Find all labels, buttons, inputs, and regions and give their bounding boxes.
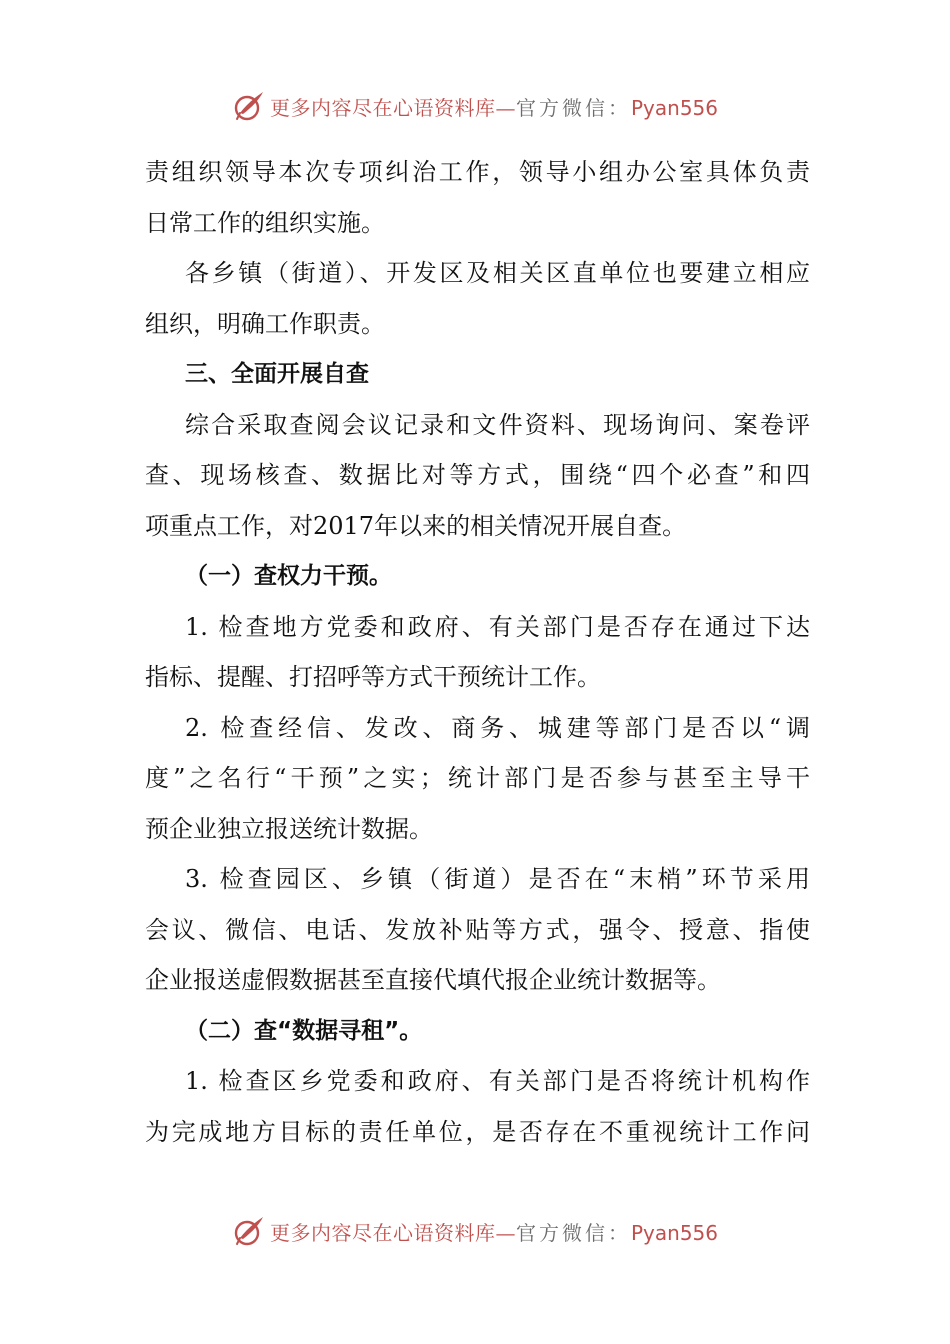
watermark-brand: 更多内容尽在心语资料库 — [269, 95, 496, 120]
document-body — [145, 147, 810, 1157]
paragraph-line: 项重点工作，对2017年以来的相关情况开展自查。 — [145, 511, 687, 540]
section-heading: 三、全面开展自查 — [185, 361, 369, 387]
watermark-id: Pyan556 — [630, 1220, 718, 1245]
paragraph-line: 为完成地方目标的责任单位，是否存在不重视统计工作问 — [145, 1117, 810, 1146]
paragraph-line: 组织，明确工作职责。 — [145, 309, 385, 338]
paragraph-line: 企业报送虚假数据甚至直接代填代报企业统计数据等。 — [145, 966, 721, 994]
watermark-brand: 更多内容尽在心语资料库 — [269, 1220, 496, 1245]
paragraph-line: 2. 检查经信、发改、商务、城建等部门是否以“调 — [185, 713, 810, 742]
paragraph-line: 查、现场核查、数据比对等方式，围绕“四个必查”和四 — [145, 461, 810, 489]
watermark-official: 官方微信： — [515, 95, 631, 120]
watermark-dash: — — [495, 1220, 516, 1245]
paragraph-line: 度”之名行“干预”之实；统计部门是否参与甚至主导干 — [145, 764, 810, 792]
paragraph-line: 预企业独立报送统计数据。 — [145, 814, 433, 843]
paragraph-line: 责组织领导本次专项纠治工作，领导小组办公室具体负责 — [145, 158, 810, 186]
paragraph-line: 各乡镇（街道）、开发区及相关区直单位也要建立相应 — [185, 259, 810, 287]
subsection-heading: （二）查“数据寻租”。 — [185, 1017, 423, 1044]
subsection-heading: （一）查权力干预。 — [185, 563, 392, 589]
watermark-id: Pyan556 — [630, 95, 718, 120]
paragraph-line: 会议、微信、电话、发放补贴等方式，强令、授意、指使 — [145, 915, 810, 944]
paragraph-line: 1. 检查地方党委和政府、有关部门是否存在通过下达 — [185, 612, 810, 641]
watermark-official: 官方微信： — [515, 1220, 631, 1245]
watermark-text — [270, 1217, 718, 1246]
paragraph-line: 3. 检查园区、乡镇（街道）是否在“末梢”环节采用 — [185, 865, 810, 893]
paragraph-line: 综合采取查阅会议记录和文件资料、现场询问、案卷评 — [185, 410, 810, 439]
paragraph-line: 指标、提醒、打招呼等方式干预统计工作。 — [145, 663, 601, 691]
watermark-text — [270, 92, 718, 121]
watermark-dash: — — [495, 95, 516, 120]
quill-pen-circle-icon — [232, 1214, 266, 1248]
watermark-header — [0, 86, 950, 126]
quill-pen-circle-icon — [232, 89, 266, 123]
paragraph-line: 1. 检查区乡党委和政府、有关部门是否将统计机构作 — [185, 1067, 810, 1095]
watermark-footer — [0, 1211, 950, 1251]
paragraph-line: 日常工作的组织实施。 — [145, 208, 385, 237]
